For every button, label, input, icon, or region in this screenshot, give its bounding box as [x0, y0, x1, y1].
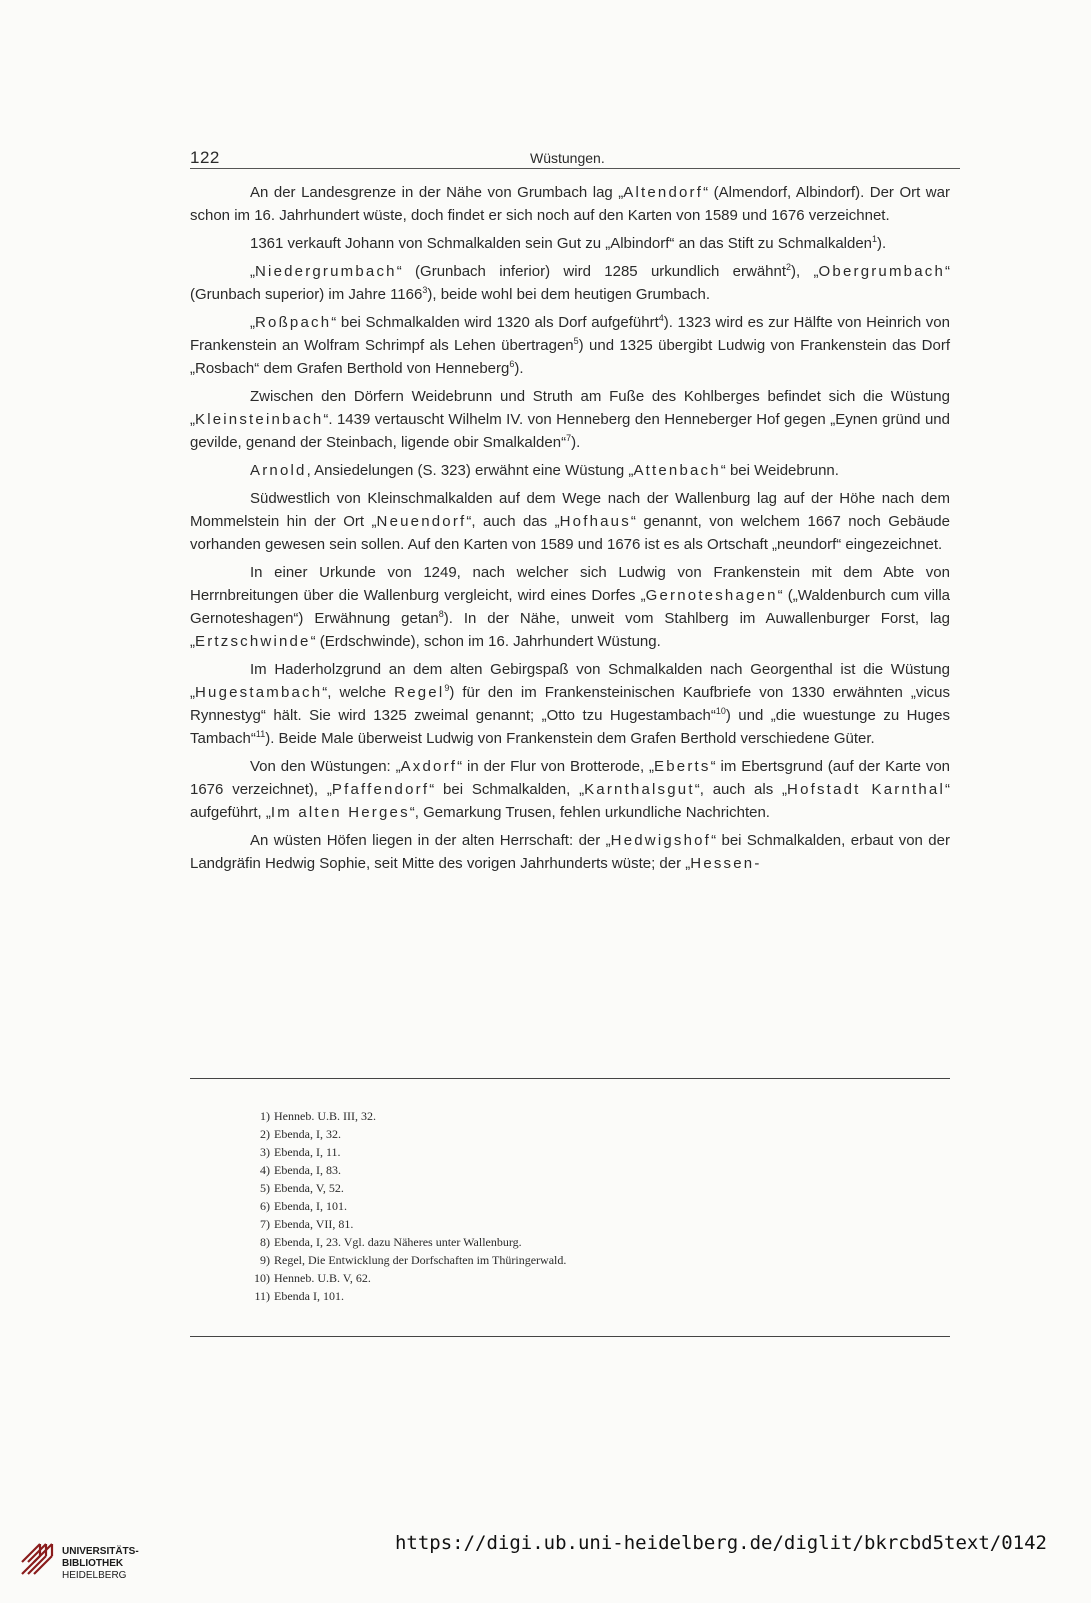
spaced-name: Im alten Herges: [270, 804, 410, 821]
footnote-ref: 3: [422, 285, 428, 295]
text-run: “, auch als „: [694, 781, 788, 798]
footnote-text: Ebenda, I, 83.: [274, 1163, 341, 1177]
spaced-name: Gernoteshagen: [645, 587, 778, 604]
footnote-ref: 6: [509, 359, 515, 369]
text-run: Von den Wüstungen: „: [250, 758, 401, 775]
text-run: “, welche: [322, 684, 395, 701]
text-run: “ aufgeführt, „: [190, 781, 950, 821]
footnote-ref: 2: [786, 262, 792, 272]
footnote: [252, 1125, 852, 1143]
footnote-ref: 8: [438, 609, 444, 619]
text-run: An wüsten Höfen liegen in der alten Herrschaft: der „: [250, 832, 611, 849]
paragraph: [190, 181, 950, 227]
footnote-text: Ebenda, VII, 81.: [274, 1217, 354, 1231]
paragraph: [190, 232, 950, 255]
paragraph: [190, 561, 950, 653]
footnote-separator: [190, 1078, 950, 1079]
text-run: “. 1439 vertauscht Wilhelm IV. von Henneberg den Henneberger Hof gegen „Eynen gründ und gevilde, genand der Steinbach, ligende obir Smalkalden“: [190, 411, 950, 451]
spaced-name: Hofhaus: [559, 513, 631, 530]
footnote: [252, 1269, 852, 1287]
text-run: ), beide wohl bei dem heutigen Grumbach.: [427, 286, 711, 303]
footnote-text: Ebenda, I, 23. Vgl. dazu Näheres unter Wallenburg.: [274, 1235, 522, 1249]
text-run: ). 1323 wird es zur Hälfte von Heinrich von Frankenstein an Wolfram Schrimpf als Lehen übertragen: [190, 314, 950, 354]
paragraph: [190, 311, 950, 380]
text-run: “ (Grunbach superior) im Jahre 1166: [190, 263, 950, 303]
footnote-text: Ebenda, I, 101.: [274, 1199, 347, 1213]
paragraph: [190, 658, 950, 750]
text-run: “ (Erdschwinde), schon im 16. Jahrhundert Wüstung.: [310, 633, 661, 650]
text-run: An der Landesgrenze in der Nähe von Grumbach lag „: [250, 184, 624, 201]
text-run: “ bei Weidebrunn.: [720, 462, 839, 479]
spaced-name: Hessen-: [690, 855, 762, 872]
footnote-ref: 1: [872, 234, 878, 244]
paragraph: [190, 459, 950, 482]
footnote-number: 6): [260, 1199, 270, 1213]
spaced-name: Ertzschwinde: [195, 633, 311, 650]
bottom-rule: [190, 1336, 950, 1337]
footnotes: [252, 1107, 852, 1305]
footnote-text: Ebenda I, 101.: [274, 1289, 344, 1303]
footnote-ref: 5: [573, 336, 579, 346]
text-run: ) für den im Frankensteinischen Kaufbriefe von 1330 erwähnten „vicus Rynnestyg“ hält. Sie wird 1325 zweimal genannt; „Otto tzu Hugestambach“: [190, 684, 950, 724]
footnote-number: 3): [260, 1145, 270, 1159]
spaced-name: Regel: [394, 684, 445, 701]
library-name-line1: UNIVERSITÄTS-: [62, 1546, 139, 1557]
footnote: [252, 1107, 852, 1125]
footnote-number: 10): [254, 1271, 270, 1285]
ub-heidelberg-logo-icon: [18, 1538, 58, 1583]
spaced-name: Arnold: [250, 462, 307, 479]
spaced-name: Karnthalsgut: [584, 781, 695, 798]
text-run: Südwestlich von Kleinschmalkalden auf dem Wege nach der Wallenburg lag auf der Höhe nach dem Mommelstein hin der Ort „: [190, 490, 950, 530]
spaced-name: Axdorf: [400, 758, 458, 775]
footnote-number: 7): [260, 1217, 270, 1231]
text-run: “ (Grunbach inferior) wird 1285 urkundlich erwähnt: [396, 263, 787, 280]
footnote-ref: 10: [715, 706, 726, 716]
spaced-name: Attenbach: [633, 462, 721, 479]
footnote-text: Henneb. U.B. V, 62.: [274, 1271, 371, 1285]
footnote-number: 9): [260, 1253, 270, 1267]
paragraph: [190, 829, 950, 875]
footnote: [252, 1197, 852, 1215]
source-url[interactable]: https://digi.ub.uni-heidelberg.de/diglit/bkrcbd5text/0142: [394, 1532, 1047, 1554]
spaced-name: Hofstadt Karnthal: [787, 781, 945, 798]
text-run: “ in der Flur von Brotterode, „: [457, 758, 655, 775]
text-run: “ bei Schmalkalden, „: [429, 781, 585, 798]
text-run: In einer Urkunde von 1249, nach welcher sich Ludwig von Frankenstein mit dem Abte von Herrnbreitungen über die Wallenburg vergleicht, wird eines Dorfes „: [190, 564, 950, 604]
text-run: “ genannt, von welchem 1667 noch Gebäude vorhanden gewesen sein sollen. Auf den Karten von 1589 und 1676 ist es als Ortschaft „neundorf“ eingezeichnet.: [190, 513, 950, 553]
footnote-ref: 9: [444, 683, 450, 693]
footnote: [252, 1251, 852, 1269]
footnote-text: Henneb. U.B. III, 32.: [274, 1109, 376, 1123]
footnote: [252, 1287, 852, 1305]
footnote-ref: 4: [658, 313, 664, 323]
text-run: “ bei Schmalkalden, erbaut von der Landgräfin Hedwig Sophie, seit Mitte des vorigen Jahrhunderts wüste; der „: [190, 832, 950, 872]
running-title: Wüstungen.: [530, 150, 605, 166]
spaced-name: Altendorf: [623, 184, 704, 201]
text-run: ) und „die wuestunge zu Huges Tambach“: [190, 707, 950, 747]
library-name-line2: BIBLIOTHEK: [62, 1558, 124, 1569]
footnote-number: 4): [260, 1163, 270, 1177]
text-run: Zwischen den Dörfern Weidebrunn und Struth am Fuße des Kohlberges befindet sich die Wüstung „: [190, 388, 950, 428]
library-name-line3: HEIDELBERG: [62, 1570, 127, 1581]
spaced-name: Pfaffendorf: [331, 781, 430, 798]
text-run: “, auch das „: [466, 513, 560, 530]
spaced-name: Neuendorf: [376, 513, 467, 530]
text-run: „: [250, 314, 255, 331]
text-run: ).: [877, 235, 887, 252]
footnote-number: 1): [260, 1109, 270, 1123]
text-run: “ im Ebertsgrund (auf der Karte von 1676 verzeichnet), „: [190, 758, 951, 798]
paragraph: [190, 487, 950, 556]
footnote-text: Ebenda, I, 32.: [274, 1127, 341, 1141]
footnote-number: 5): [260, 1181, 270, 1195]
header-rule: [190, 168, 960, 169]
spaced-name: Niedergrumbach: [255, 263, 397, 280]
text-run: 1361 verkauft Johann von Schmalkalden sein Gut zu „Albindorf“ an das Stift zu Schmalkalden: [250, 235, 873, 252]
spaced-name: Eberts: [654, 758, 711, 775]
footnote: [252, 1179, 852, 1197]
footnote: [252, 1233, 852, 1251]
text-run: ), „: [791, 263, 819, 280]
footnote-text: Ebenda, I, 11.: [274, 1145, 341, 1159]
text-run: ). In der Nähe, unweit vom Stahlberg im Auwallenburger Forst, lag „: [190, 610, 950, 650]
text-run: “, Gemarkung Trusen, fehlen urkundliche Nachrichten.: [409, 804, 770, 821]
footnote-text: Regel, Die Entwicklung der Dorfschaften im Thüringerwald.: [274, 1253, 567, 1267]
footnote-text: Ebenda, V, 52.: [274, 1181, 344, 1195]
text-run: „: [250, 263, 255, 280]
text-run: Im Haderholzgrund an dem alten Gebirgspaß von Schmalkalden nach Georgenthal ist die Wüstung „: [190, 661, 950, 701]
paragraph: [190, 755, 950, 824]
footnote: [252, 1143, 852, 1161]
library-name: [62, 1546, 139, 1582]
footnote: [252, 1215, 852, 1233]
spaced-name: Obergrumbach: [818, 263, 945, 280]
text-run: “ („Waldenburch cum villa Gernoteshagen“) Erwähnung getan: [190, 587, 950, 627]
paragraph: [190, 385, 950, 454]
spaced-name: Hugestambach: [195, 684, 323, 701]
footnote-ref: 7: [566, 433, 572, 443]
paragraph: [190, 260, 950, 306]
text-run: ).: [514, 360, 524, 377]
footnote-ref: 11: [255, 729, 266, 739]
text-run: ) und 1325 übergibt Ludwig von Frankenstein das Dorf „Rosbach“ dem Grafen Berthold von Henneberg: [190, 337, 950, 377]
footnote-number: 2): [260, 1127, 270, 1141]
text-run: ). Beide Male überweist Ludwig von Frankenstein dem Grafen Berthold verschiedene Güter.: [265, 730, 875, 747]
spaced-name: Hedwigshof: [610, 832, 712, 849]
body-text: [190, 181, 950, 880]
text-run: “ (Almendorf, Albindorf). Der Ort war schon im 16. Jahrhundert wüste, doch findet er sich noch auf den Karten von 1589 und 1676 verzeichnet.: [190, 184, 950, 224]
footnote: [252, 1161, 852, 1179]
spaced-name: Kleinsteinbach: [195, 411, 324, 428]
spaced-name: Roßpach: [255, 314, 332, 331]
text-run: “ bei Schmalkalden wird 1320 als Dorf aufgeführt: [331, 314, 659, 331]
text-run: , Ansiedelungen (S. 323) erwähnt eine Wüstung „: [306, 462, 634, 479]
footnote-number: 8): [260, 1235, 270, 1249]
text-run: ).: [571, 434, 581, 451]
footnote-number: 11): [254, 1289, 270, 1303]
page-number: 122: [190, 148, 220, 167]
